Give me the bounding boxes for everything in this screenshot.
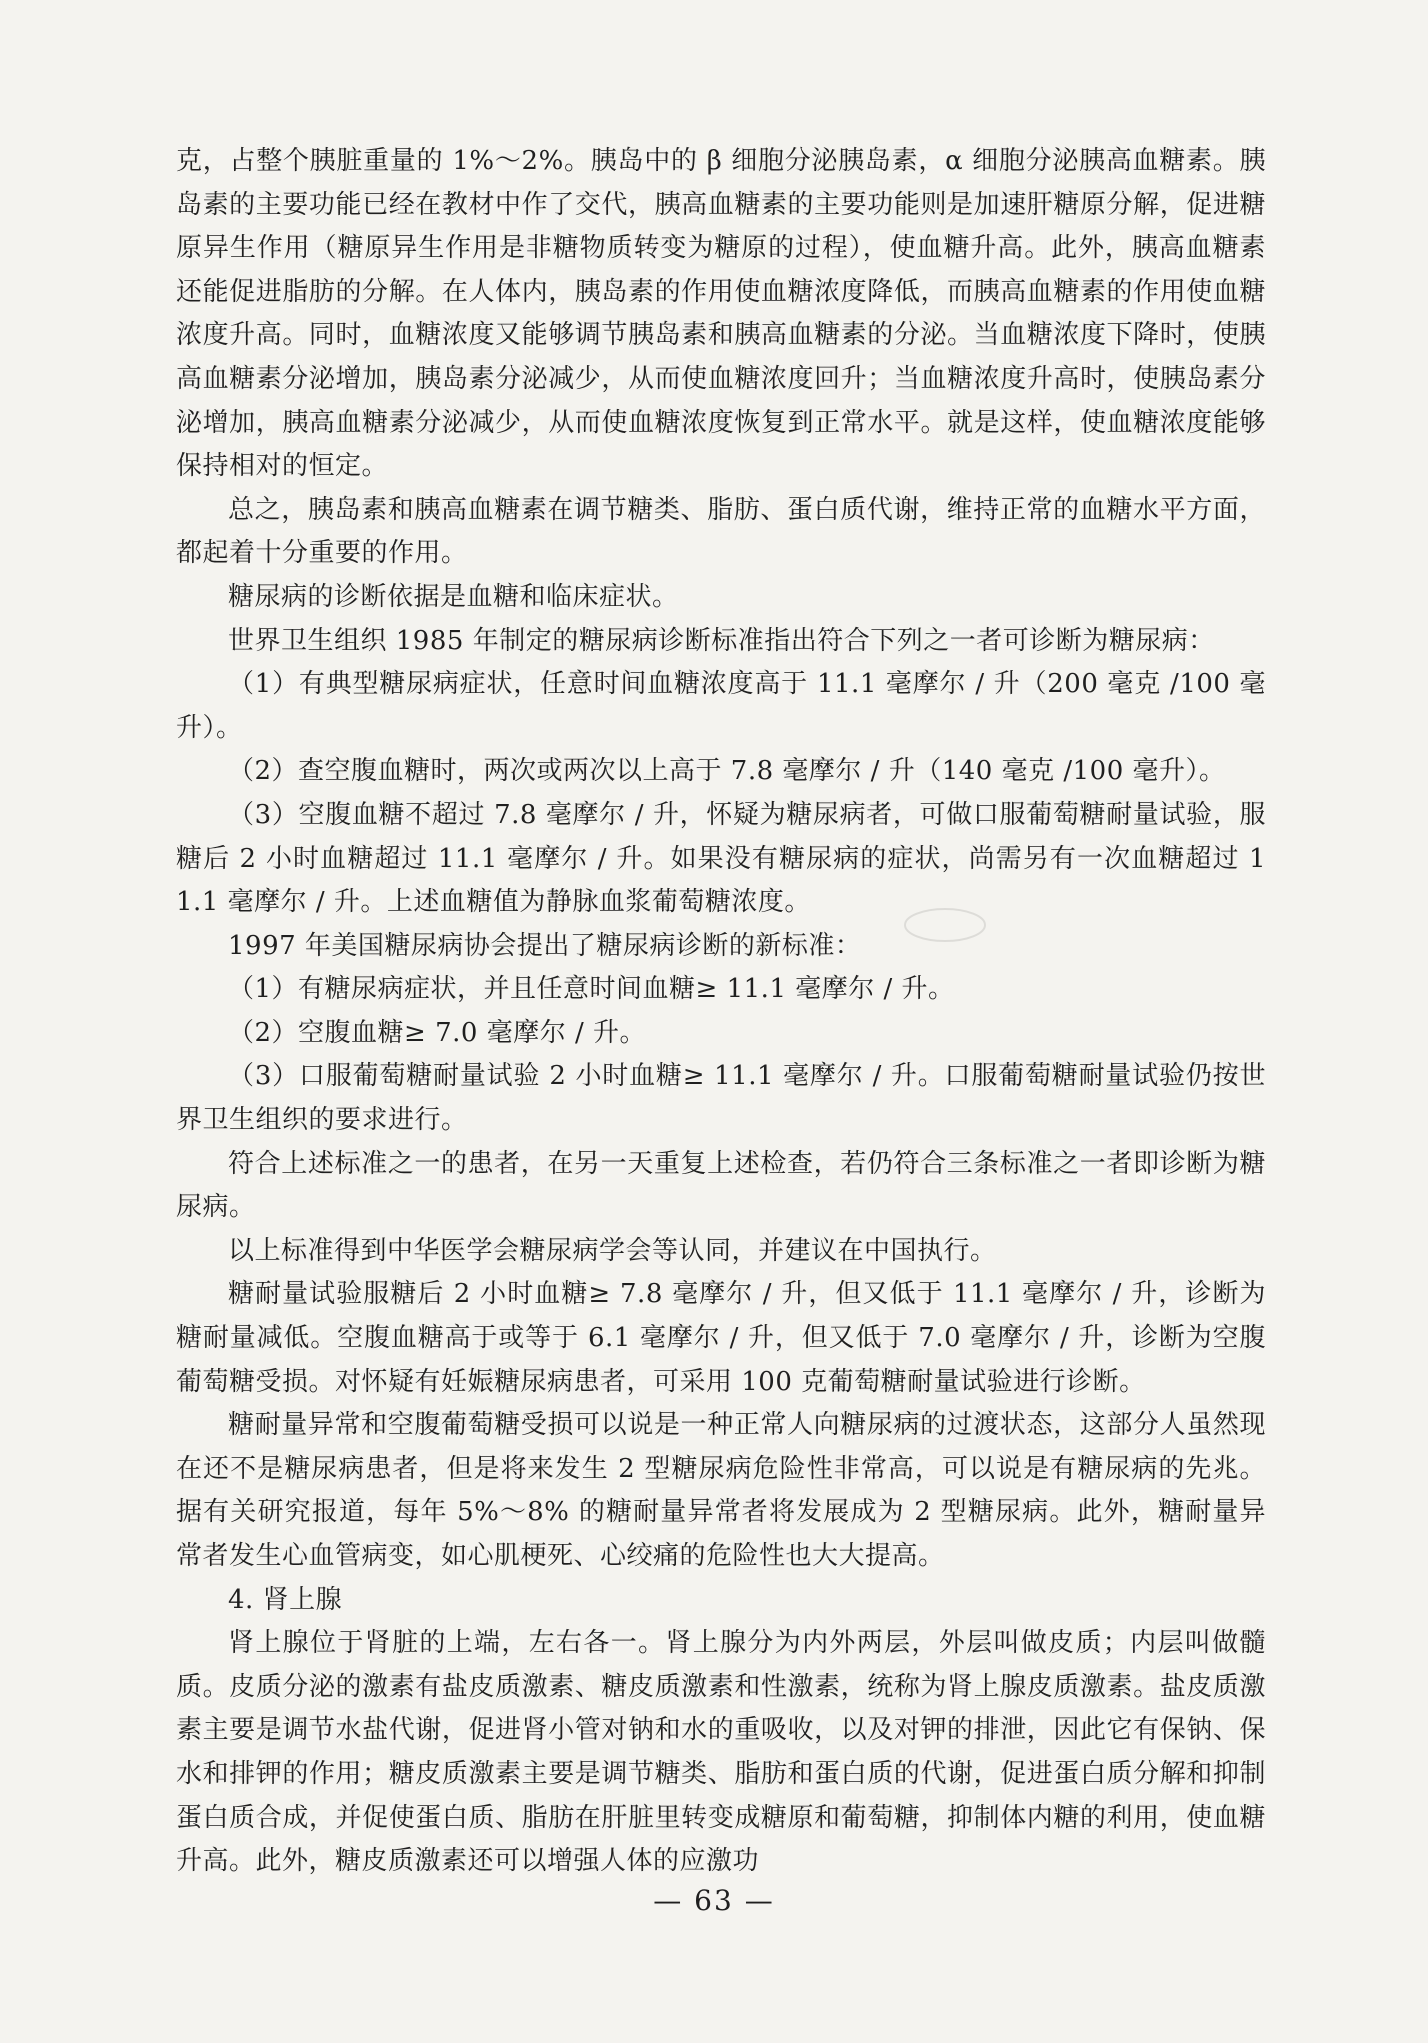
paragraph: 糖尿病的诊断依据是血糖和临床症状。: [228, 581, 679, 612]
paragraph: 符合上述标准之一的患者，在另一天重复上述检查，若仍符合三条标准之一者即诊断为糖尿病。: [176, 1148, 1266, 1223]
section-heading: 4. 肾上腺: [228, 1584, 343, 1615]
paragraph: 糖耐量试验服糖后 2 小时血糖≥ 7.8 毫摩尔 / 升，但又低于 11.1 毫摩尔 / 升，诊断为糖耐量减低。空腹血糖高于或等于 6.1 毫摩尔 / 升，但又低于 7.0 毫摩尔 / 升，诊断为空腹葡萄糖受损。对怀疑有妊娠糖尿病患者，可采用 100 克葡萄糖耐量试验进行诊断。: [176, 1279, 1266, 1397]
paragraph: 总之，胰岛素和胰高血糖素在调节糖类、脂肪、蛋白质代谢，维持正常的血糖水平方面，都起着十分重要的作用。: [176, 494, 1266, 569]
paragraph: 糖耐量异常和空腹葡萄糖受损可以说是一种正常人向糖尿病的过渡状态，这部分人虽然现在还不是糖尿病患者，但是将来发生 2 型糖尿病危险性非常高，可以说是有糖尿病的先兆。据有关研究报道，每年 5%～8% 的糖耐量异常者将发展成为 2 型糖尿病。此外，糖耐量异常者发生心血管病变，如心肌梗死、心绞痛的危险性也大大提高。: [176, 1410, 1266, 1571]
paragraph: 1997 年美国糖尿病协会提出了糖尿病诊断的新标准：: [228, 930, 862, 961]
list-item: （3）口服葡萄糖耐量试验 2 小时血糖≥ 11.1 毫摩尔 / 升。口服葡萄糖耐量试验仍按世界卫生组织的要求进行。: [176, 1061, 1266, 1136]
paragraph: 克，占整个胰脏重量的 1%～2%。胰岛中的 β 细胞分泌胰岛素，α 细胞分泌胰高血糖素。胰岛素的主要功能已经在教材中作了交代，胰高血糖素的主要功能则是加速肝糖原分解，促进糖原异生作用（糖原异生作用是非糖物质转变为糖原的过程），使血糖升高。此外，胰高血糖素还能促进脂肪的分解。在人体内，胰岛素的作用使血糖浓度降低，而胰高血糖素的作用使血糖浓度升高。同时，血糖浓度又能够调节胰岛素和胰高血糖素的分泌。当血糖浓度下降时，使胰高血糖素分泌增加，胰岛素分泌减少，从而使血糖浓度回升；当血糖浓度升高时，使胰岛素分泌增加，胰高血糖素分泌减少，从而使血糖浓度恢复到正常水平。就是这样，使血糖浓度能够保持相对的恒定。: [176, 146, 1266, 482]
body-text: [176, 140, 1266, 1884]
paragraph: 以上标准得到中华医学会糖尿病学会等认同，并建议在中国执行。: [228, 1235, 997, 1266]
list-item: （1）有典型糖尿病症状，任意时间血糖浓度高于 11.1 毫摩尔 / 升（200 毫克 /100 毫升）。: [176, 669, 1266, 743]
list-item: （1）有糖尿病症状，并且任意时间血糖≥ 11.1 毫摩尔 / 升。: [228, 974, 955, 1005]
list-item: （3）空腹血糖不超过 7.8 毫摩尔 / 升，怀疑为糖尿病者，可做口服葡萄糖耐量试验，服糖后 2 小时血糖超过 11.1 毫摩尔 / 升。如果没有糖尿病的症状，尚需另有一次血糖超过 11.1 毫摩尔 / 升。上述血糖值为静脉血浆葡萄糖浓度。: [176, 799, 1266, 918]
list-item: （2）查空腹血糖时，两次或两次以上高于 7.8 毫摩尔 / 升（140 毫克 /100 毫升）。: [228, 756, 1226, 787]
list-item: （2）空腹血糖≥ 7.0 毫摩尔 / 升。: [228, 1017, 646, 1048]
paragraph: 肾上腺位于肾脏的上端，左右各一。肾上腺分为内外两层，外层叫做皮质；内层叫做髓质。皮质分泌的激素有盐皮质激素、糖皮质激素和性激素，统称为肾上腺皮质激素。盐皮质激素主要是调节水盐代谢，促进肾小管对钠和水的重吸收，以及对钾的排泄，因此它有保钠、保水和排钾的作用；糖皮质激素主要是调节糖类、脂肪和蛋白质的代谢，促进蛋白质分解和抑制蛋白质合成，并促使蛋白质、脂肪在肝脏里转变成糖原和葡萄糖，抑制体内糖的利用，使血糖升高。此外，糖皮质激素还可以增强人体的应激功: [176, 1628, 1266, 1877]
paragraph: 世界卫生组织 1985 年制定的糖尿病诊断标准指出符合下列之一者可诊断为糖尿病：: [228, 625, 1215, 656]
page-number: — 63 —: [653, 1884, 775, 1917]
watermark-stamp: [900, 905, 990, 945]
